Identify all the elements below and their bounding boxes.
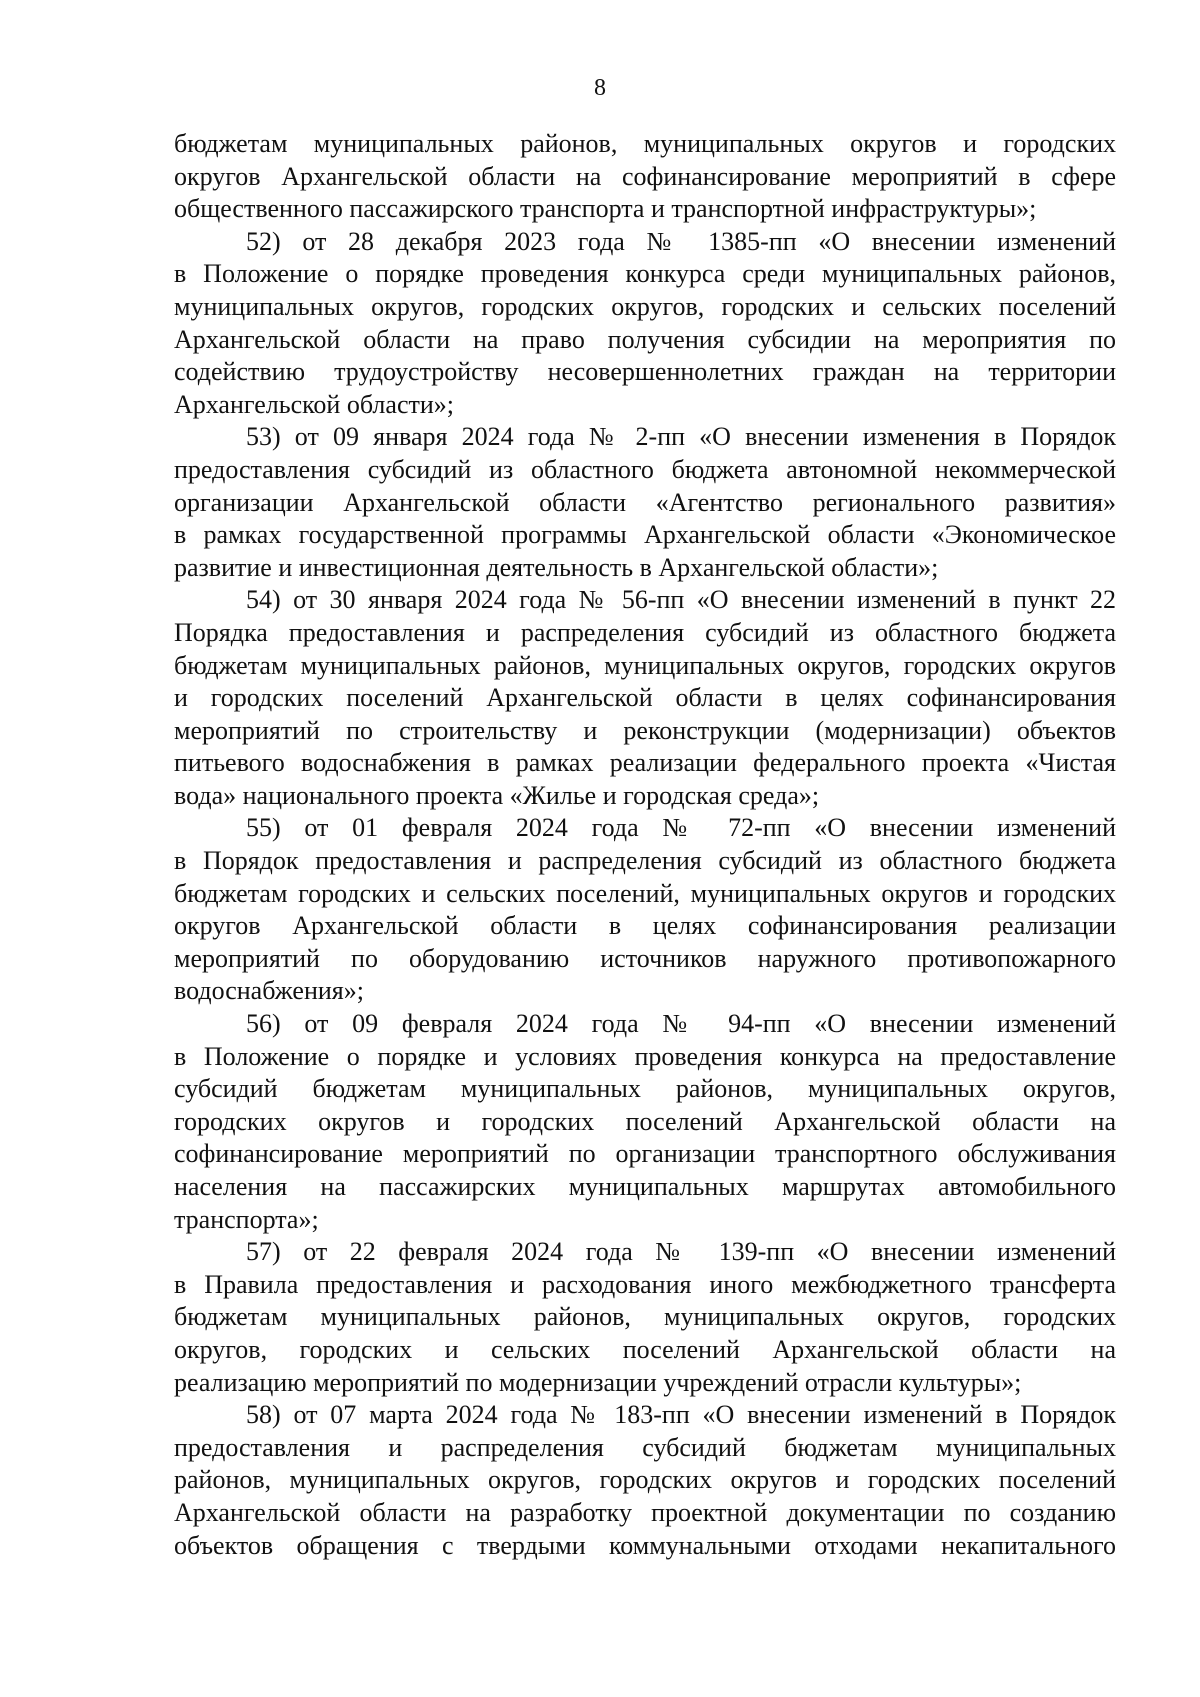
text-line: Архангельской области на право получения субсидии на мероприятия по <box>174 324 1116 354</box>
text-line: развитие и инвестиционная деятельность в Архангельской области»; <box>174 552 939 582</box>
text-line: муниципальных округов, городских округов, городских и сельских поселений <box>174 291 1116 321</box>
text-line: районов, муниципальных округов, городских округов и городских поселений <box>174 1465 1116 1495</box>
text-line: населения на пассажирских муниципальных маршрутах автомобильного <box>174 1172 1116 1201</box>
text-line: 55) от 01 февраля 2024 года № 72-пп «О внесении изменений <box>246 813 1116 843</box>
text-line: организации Архангельской области «Агентство регионального развития» <box>174 487 1116 517</box>
text-line: Архангельской области на разработку проектной документации по созданию <box>174 1497 1116 1527</box>
text-line: в Порядок предоставления и распределения субсидий из областного бюджета <box>174 846 1116 876</box>
text-line: бюджетам муниципальных районов, муниципальных округов и городских <box>174 129 1116 158</box>
text-line: 52) от 28 декабря 2023 года № 1385-пп «О внесении изменений <box>246 226 1116 256</box>
text-line: софинансирование мероприятий по организации транспортного обслуживания <box>174 1139 1116 1169</box>
text-line: бюджетам муниципальных районов, муниципальных округов, городских округов <box>174 650 1116 680</box>
text-line: округов, городских и сельских поселений Архангельской области на <box>174 1334 1116 1364</box>
text-line: в Положение о порядке и условиях проведения конкурса на предоставление <box>174 1041 1116 1071</box>
text-line: мероприятий по строительству и реконструкции (модернизации) объектов <box>174 715 1116 745</box>
text-line: содействию трудоустройству несовершеннолетних граждан на территории <box>174 357 1116 387</box>
text-line: водоснабжения»; <box>174 976 364 1006</box>
text-line: 56) от 09 февраля 2024 года № 94-пп «О внесении изменений <box>246 1009 1116 1039</box>
text-line: Архангельской области»; <box>174 389 454 419</box>
text-line: Порядка предоставления и распределения субсидий из областного бюджета <box>174 617 1116 647</box>
text-line: реализацию мероприятий по модернизации учреждений отрасли культуры»; <box>174 1367 1022 1397</box>
text-line: транспорта»; <box>174 1204 319 1234</box>
document-body <box>174 128 1116 1562</box>
text-line: предоставления субсидий из областного бюджета автономной некоммерческой <box>174 454 1116 484</box>
text-line: объектов обращения с твердыми коммунальными отходами некапитального <box>174 1530 1116 1560</box>
text-line: питьевого водоснабжения в рамках реализации федерального проекта «Чистая <box>174 748 1116 778</box>
text-line: и городских поселений Архангельской области в целях софинансирования <box>174 683 1116 713</box>
text-line: в Положение о порядке проведения конкурса среди муниципальных районов, <box>174 259 1116 289</box>
text-line: 54) от 30 января 2024 года № 56-пп «О внесении изменений в пункт 22 <box>246 585 1116 615</box>
text-line: вода» национального проекта «Жилье и городская среда»; <box>174 780 820 810</box>
text-line: предоставления и распределения субсидий бюджетам муниципальных <box>174 1432 1116 1462</box>
text-line: 57) от 22 февраля 2024 года № 139-пп «О внесении изменений <box>246 1237 1116 1267</box>
text-line: округов Архангельской области на софинансирование мероприятий в сфере <box>174 161 1116 191</box>
text-line: мероприятий по оборудованию источников наружного противопожарного <box>174 943 1116 973</box>
text-line: общественного пассажирского транспорта и транспортной инфраструктуры»; <box>174 194 1037 224</box>
page-number: 8 <box>594 75 606 101</box>
text-line: бюджетам городских и сельских поселений, муниципальных округов и городских <box>174 878 1116 908</box>
text-line: бюджетам муниципальных районов, муниципальных округов, городских <box>174 1302 1116 1332</box>
text-line: городских округов и городских поселений Архангельской области на <box>174 1106 1116 1136</box>
text-line: субсидий бюджетам муниципальных районов, муниципальных округов, <box>174 1074 1116 1104</box>
text-line: в рамках государственной программы Архангельской области «Экономическое <box>174 520 1116 550</box>
text-line: в Правила предоставления и расходования иного межбюджетного трансферта <box>174 1269 1116 1299</box>
text-line: округов Архангельской области в целях софинансирования реализации <box>174 911 1116 941</box>
text-line: 58) от 07 марта 2024 года № 183-пп «О внесении изменений в Порядок <box>246 1400 1116 1430</box>
text-line: 53) от 09 января 2024 года № 2-пп «О внесении изменения в Порядок <box>246 422 1116 452</box>
